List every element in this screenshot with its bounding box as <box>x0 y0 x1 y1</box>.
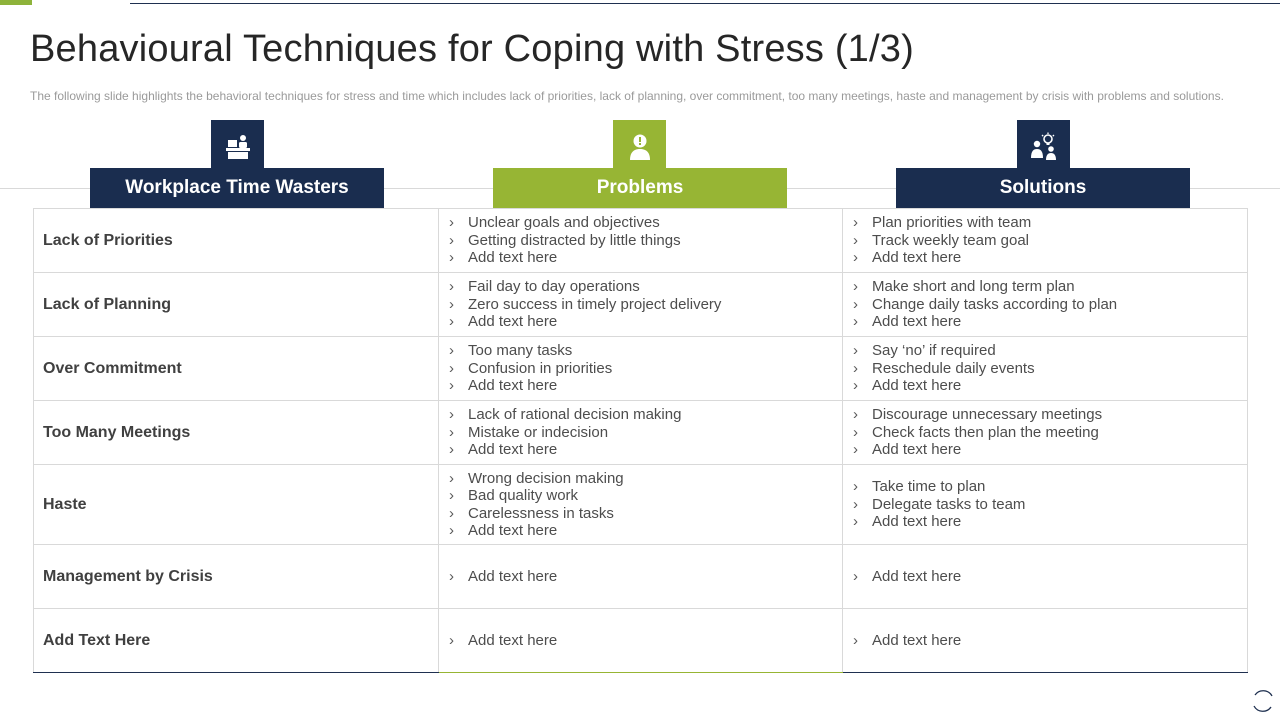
list-item: › Take time to plan <box>853 478 1247 496</box>
list-item: › Add text here <box>853 313 1247 331</box>
problems-list <box>439 406 842 459</box>
solutions-list <box>843 214 1247 267</box>
people-idea-icon <box>1017 120 1070 173</box>
solutions-cell <box>843 273 1248 337</box>
problems-list <box>439 470 842 540</box>
list-item: › Add text here <box>449 249 842 267</box>
list-item: › Add text here <box>853 249 1247 267</box>
list-item: › Bad quality work <box>449 487 842 505</box>
top-rule <box>130 3 1280 4</box>
list-item: › Delegate tasks to team <box>853 496 1247 514</box>
table-row <box>34 609 1248 673</box>
column-header-solutions: Solutions <box>896 168 1190 208</box>
problems-cell <box>439 337 843 401</box>
table-row <box>34 465 1248 545</box>
row-label: Management by Crisis <box>34 545 439 609</box>
list-item: › Mistake or indecision <box>449 424 842 442</box>
list-item: › Change daily tasks according to plan <box>853 296 1247 314</box>
list-item: › Lack of rational decision making <box>449 406 842 424</box>
row-label: Too Many Meetings <box>34 401 439 465</box>
solutions-list <box>843 406 1247 459</box>
list-item: › Add text here <box>449 568 842 586</box>
solutions-list <box>843 278 1247 331</box>
table-row <box>34 209 1248 273</box>
problems-cell <box>439 465 843 545</box>
problems-list <box>439 342 842 395</box>
list-item: › Track weekly team goal <box>853 232 1247 250</box>
person-alert-icon <box>613 120 666 173</box>
list-item: › Add text here <box>449 313 842 331</box>
list-item: › Add text here <box>853 632 1247 650</box>
table-row <box>34 401 1248 465</box>
list-item: › Discourage unnecessary meetings <box>853 406 1247 424</box>
list-item: › Reschedule daily events <box>853 360 1247 378</box>
problems-list <box>439 278 842 331</box>
list-item: › Confusion in priorities <box>449 360 842 378</box>
list-item: › Unclear goals and objectives <box>449 214 842 232</box>
list-item: › Zero success in timely project delivery <box>449 296 842 314</box>
table-row <box>34 545 1248 609</box>
problems-cell <box>439 609 843 673</box>
list-item: › Add text here <box>853 568 1247 586</box>
problems-list <box>439 568 842 586</box>
page-subtitle: The following slide highlights the behavioral techniques for stress and time which includes lack of priorities, lack of planning, over commitment, too many meetings, haste and management by crisis with problems and solutions. <box>30 89 1224 103</box>
problems-cell <box>439 273 843 337</box>
solutions-list <box>843 632 1247 650</box>
table-row <box>34 273 1248 337</box>
refresh-icon <box>1250 688 1276 719</box>
solutions-cell <box>843 401 1248 465</box>
list-item: › Getting distracted by little things <box>449 232 842 250</box>
page-title: Behavioural Techniques for Coping with Stress (1/3) <box>30 28 914 70</box>
accent-bar <box>0 0 32 5</box>
solutions-list <box>843 568 1247 586</box>
list-item: › Add text here <box>449 377 842 395</box>
problems-cell <box>439 209 843 273</box>
problems-cell <box>439 545 843 609</box>
list-item: › Fail day to day operations <box>449 278 842 296</box>
list-item: › Add text here <box>449 441 842 459</box>
solutions-list <box>843 478 1247 531</box>
row-label: Haste <box>34 465 439 545</box>
row-label: Lack of Planning <box>34 273 439 337</box>
list-item: › Add text here <box>853 513 1247 531</box>
list-item: › Wrong decision making <box>449 470 842 488</box>
list-item: › Add text here <box>853 441 1247 459</box>
list-item: › Make short and long term plan <box>853 278 1247 296</box>
desk-person-icon <box>211 120 264 173</box>
problems-list <box>439 632 842 650</box>
problems-cell <box>439 401 843 465</box>
column-header-time-wasters: Workplace Time Wasters <box>90 168 384 208</box>
table-row <box>34 337 1248 401</box>
column-header-problems: Problems <box>493 168 787 208</box>
techniques-table <box>33 208 1248 673</box>
row-label: Add Text Here <box>34 609 439 673</box>
list-item: › Plan priorities with team <box>853 214 1247 232</box>
list-item: › Add text here <box>853 377 1247 395</box>
row-label: Lack of Priorities <box>34 209 439 273</box>
list-item: › Check facts then plan the meeting <box>853 424 1247 442</box>
solutions-cell <box>843 545 1248 609</box>
solutions-cell <box>843 337 1248 401</box>
problems-list <box>439 214 842 267</box>
row-label: Over Commitment <box>34 337 439 401</box>
solutions-cell <box>843 465 1248 545</box>
list-item: › Too many tasks <box>449 342 842 360</box>
solutions-cell <box>843 609 1248 673</box>
list-item: › Carelessness in tasks <box>449 505 842 523</box>
list-item: › Add text here <box>449 522 842 540</box>
list-item: › Say ‘no’ if required <box>853 342 1247 360</box>
solutions-cell <box>843 209 1248 273</box>
list-item: › Add text here <box>449 632 842 650</box>
solutions-list <box>843 342 1247 395</box>
